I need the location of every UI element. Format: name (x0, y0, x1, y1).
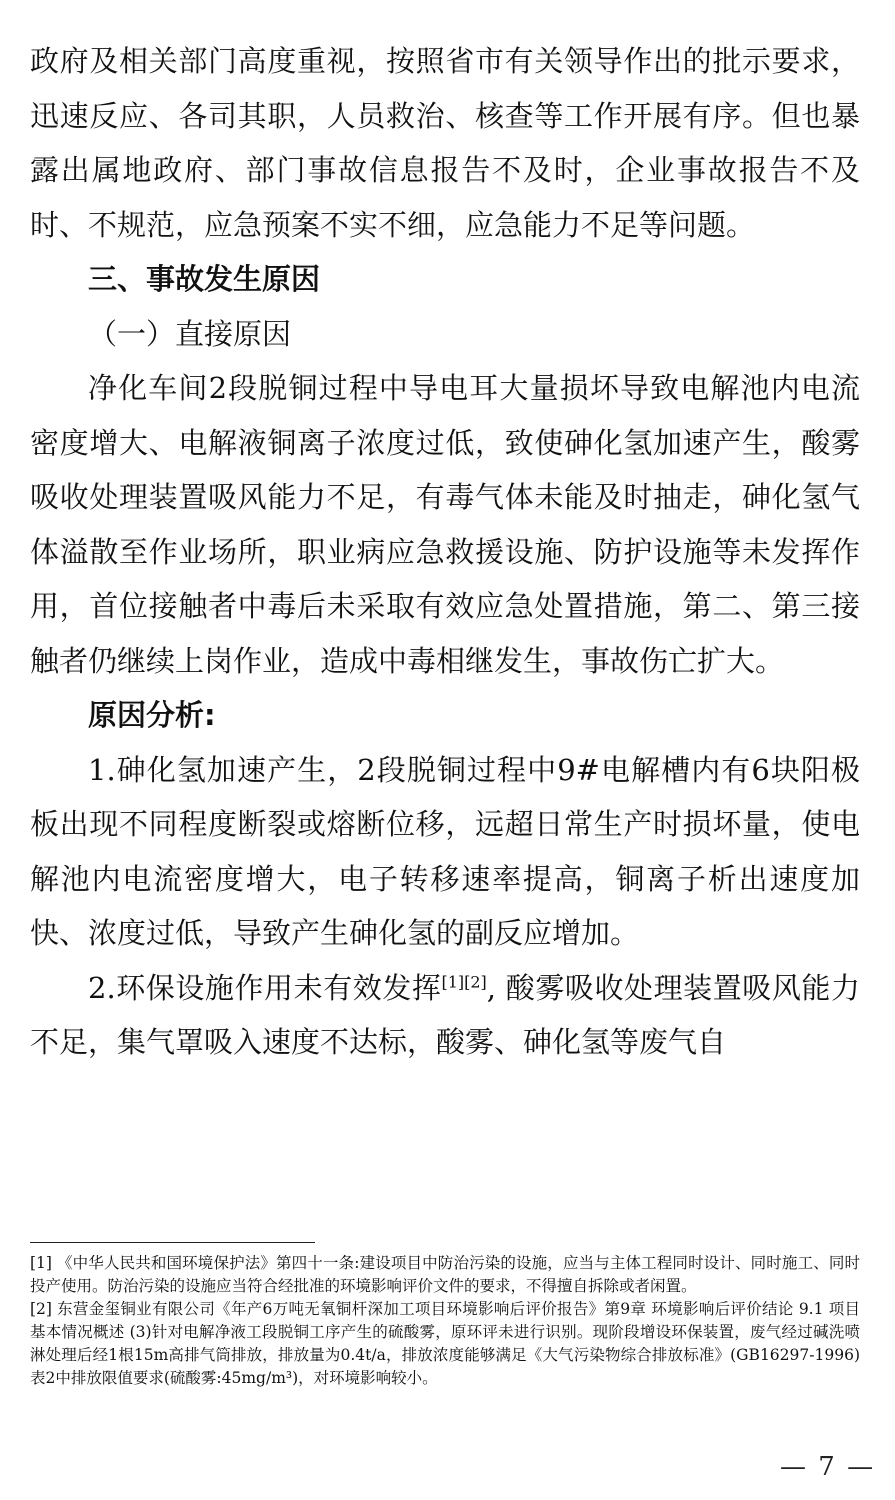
subsection-heading: （一）直接原因 (88, 316, 292, 351)
paragraph-cause-2-lead: 2.环保设施作用未有效发挥 (88, 970, 442, 1005)
footnotes (30, 1252, 860, 1390)
footnote-reference[interactable]: [1][2] (441, 971, 487, 991)
analysis-heading: 原因分析: (88, 698, 216, 732)
paragraph-direct-cause: 净化车间2段脱铜过程中导电耳大量损坏导致电解池内电流密度增大、电解液铜离子浓度过低，致使砷化氢加速产生，酸雾吸收处理装置吸风能力不足，有毒气体未能及时抽走，砷化氢气体溢散至作业场所，职业病应急救援设施、防护设施等未发挥作用，首位接触者中毒后未采取有效应急处置措施，第二、第三接触者仍继续上岗作业，造成中毒相继发生，事故伤亡扩大。 (30, 371, 860, 678)
footnote-1: [1] 《中华人民共和国环境保护法》第四十一条:建设项目中防治污染的设施，应当与主体工程同时设计、同时施工、同时投产使用。防治污染的设施应当符合经批准的环境影响评价文件的要求，不得擅自拆除或者闲置。 (30, 1254, 860, 1295)
footnote-2: [2] 东营金玺铜业有限公司《年产6万吨无氧铜杆深加工项目环境影响后评价报告》第9章 环境影响后评价结论 9.1 项目基本情况概述 (3)针对电解净液工段脱铜工序产生的硫酸雾，原环评未进行识别。现阶段增设环保装置，废气经过碱洗喷淋处理后经1根15m高排气筒排放，排放量为0.4t/a，排放浓度能够满足《大气污染物综合排放标准》(GB16297-1996)表2中排放限值要求(硫酸雾:45mg/m³)，对环境影响较小。 (30, 1300, 860, 1387)
paragraph-cause-2 (30, 961, 860, 1070)
body-text (30, 34, 860, 1070)
paragraph-cause-1: 1.砷化氢加速产生，2段脱铜过程中9#电解槽内有6块阳极板出现不同程度断裂或熔断位移，远超日常生产时损坏量，使电解池内电流密度增大，电子转移速率提高，铜离子析出速度加快、浓度过低，导致产生砷化氢的副反应增加。 (30, 752, 860, 950)
page-number: — 7 — (780, 1452, 876, 1482)
paragraph-cause-2-rest: , 酸雾吸收处理装置吸风能力不足，集气罩吸入速度不达标，酸雾、砷化氢等废气自 (30, 970, 860, 1059)
paragraph-continuation: 政府及相关部门高度重视，按照省市有关领导作出的批示要求，迅速反应、各司其职，人员救治、核查等工作开展有序。但也暴露出属地政府、部门事故信息报告不及时，企业事故报告不及时、不规范，应急预案不实不细，应急能力不足等问题。 (30, 44, 860, 242)
footnote-divider (30, 1242, 315, 1243)
section-heading: 三、事故发生原因 (88, 262, 321, 296)
